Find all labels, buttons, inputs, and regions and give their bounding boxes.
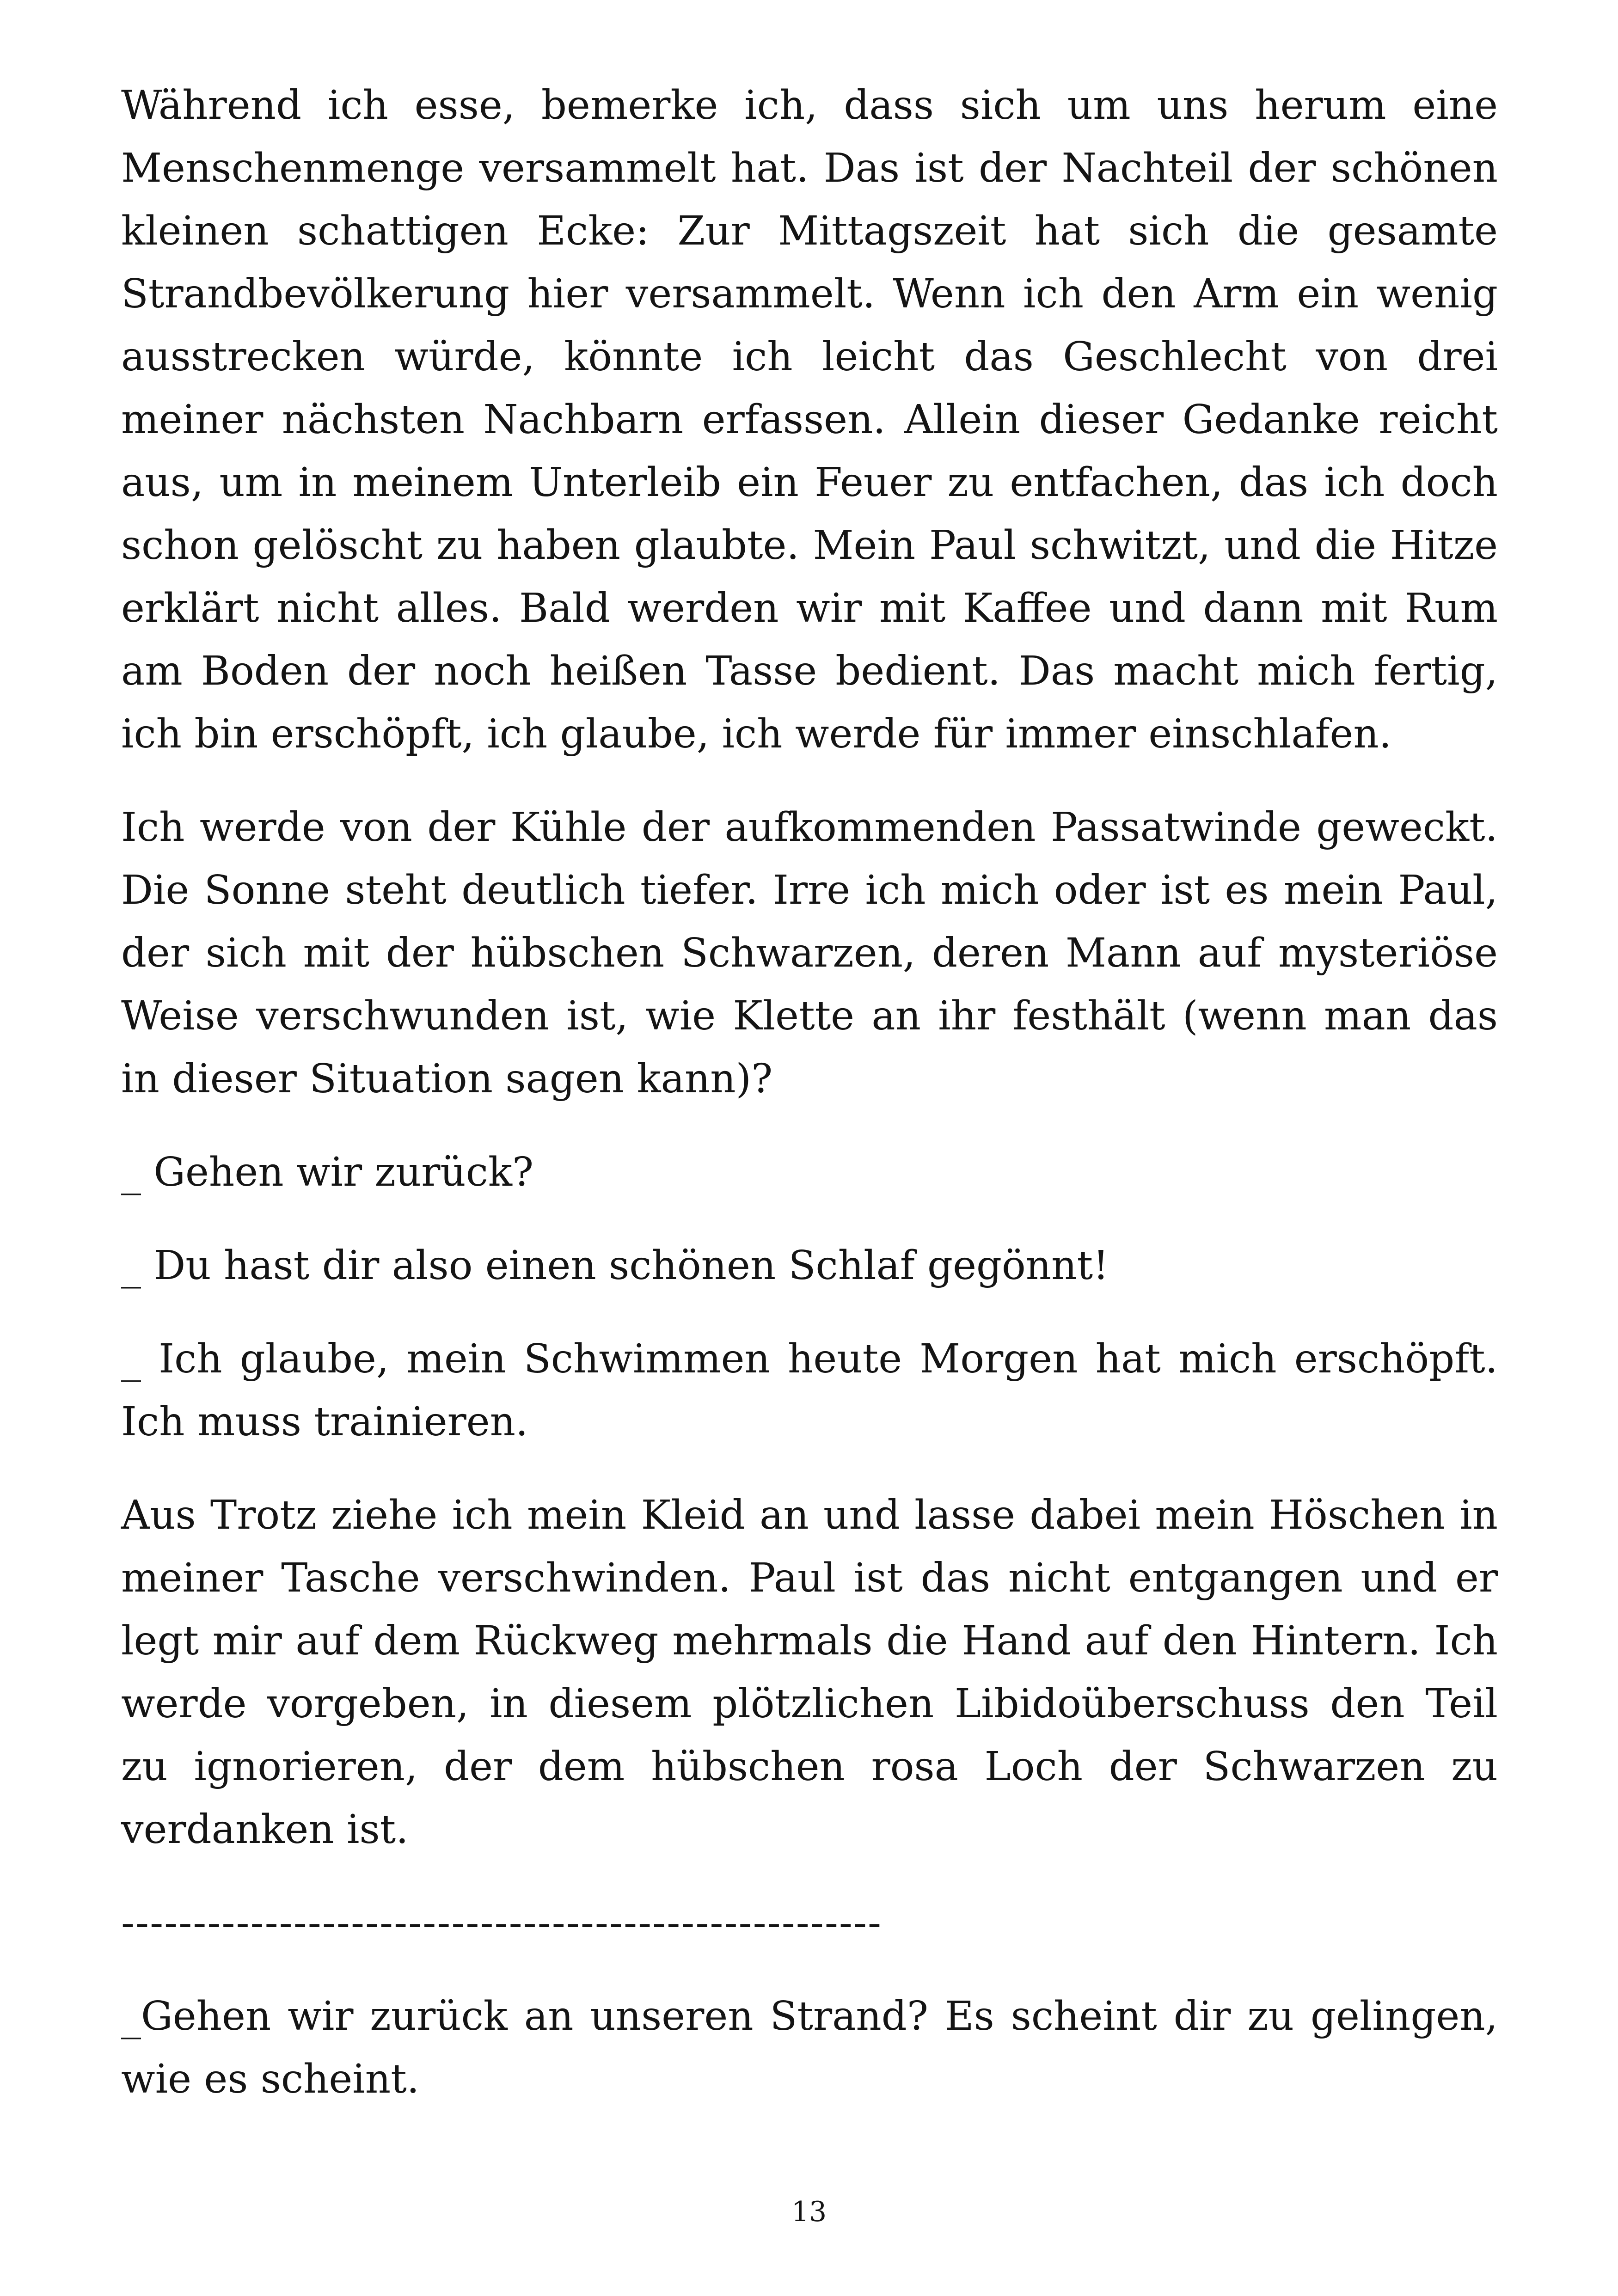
paragraph-dress: Aus Trotz ziehe ich mein Kleid an und lasse dabei mein Höschen in meiner Tasche verschwinden. Paul ist das nicht entgangen und er legt mir auf dem Rückweg mehrmals die Hand auf den Hintern. Ich werde vorgeben, in diesem plötzlichen Libidoüberschuss den Teil zu ignorieren, der dem hübschen rosa Loch der Schwarzen zu verdanken ist. [121, 1492, 1498, 1853]
paragraph-waking: Ich werde von der Kühle der aufkommenden Passatwinde geweckt. Die Sonne steht deutlich tiefer. Irre ich mich oder ist es mein Paul, der sich mit der hübschen Schwarzen, deren Mann auf mysteriöse Weise verschwunden ist, wie Klette an ihr festhält (wenn man das in dieser Situation sagen kann)? [121, 804, 1498, 1102]
section-separator: ----------------------------------------------------- [121, 1900, 883, 1946]
paragraph-lunch: Während ich esse, bemerke ich, dass sich um uns herum eine Menschenmenge versammelt hat. Das ist der Nachteil der schönen kleinen schattigen Ecke: Zur Mittagszeit hat sich die gesamte Strandbevölkerung hier versammelt. Wenn ich den Arm ein wenig ausstrecken würde, könnte ich leicht das Geschlecht von drei meiner nächsten Nachbarn erfassen. Allein dieser Gedanke reicht aus, um in meinem Unterleib ein Feuer zu entfachen, das ich doch schon gelöscht zu haben glaubte. Mein Paul schwitzt, und die Hitze erklärt nicht alles. Bald werden wir mit Kaffee und dann mit Rum am Boden der noch heißen Tasse bedient. Das macht mich fertig, ich bin erschöpft, ich glaube, ich werde für immer einschlafen. [121, 82, 1498, 757]
page-number: 13 [791, 2196, 827, 2228]
dialogue-line-1: _ Gehen wir zurück? [121, 1149, 534, 1195]
body-text [121, 74, 1498, 2141]
dialogue-line-4: _Gehen wir zurück an unseren Strand? Es scheint dir zu gelingen, wie es scheint. [121, 1993, 1498, 2102]
dialogue-line-2: _ Du hast dir also einen schönen Schlaf gegönnt! [121, 1243, 1109, 1289]
dialogue-line-3: _ Ich glaube, mein Schwimmen heute Morgen hat mich erschöpft. Ich muss trainieren. [121, 1336, 1498, 1445]
